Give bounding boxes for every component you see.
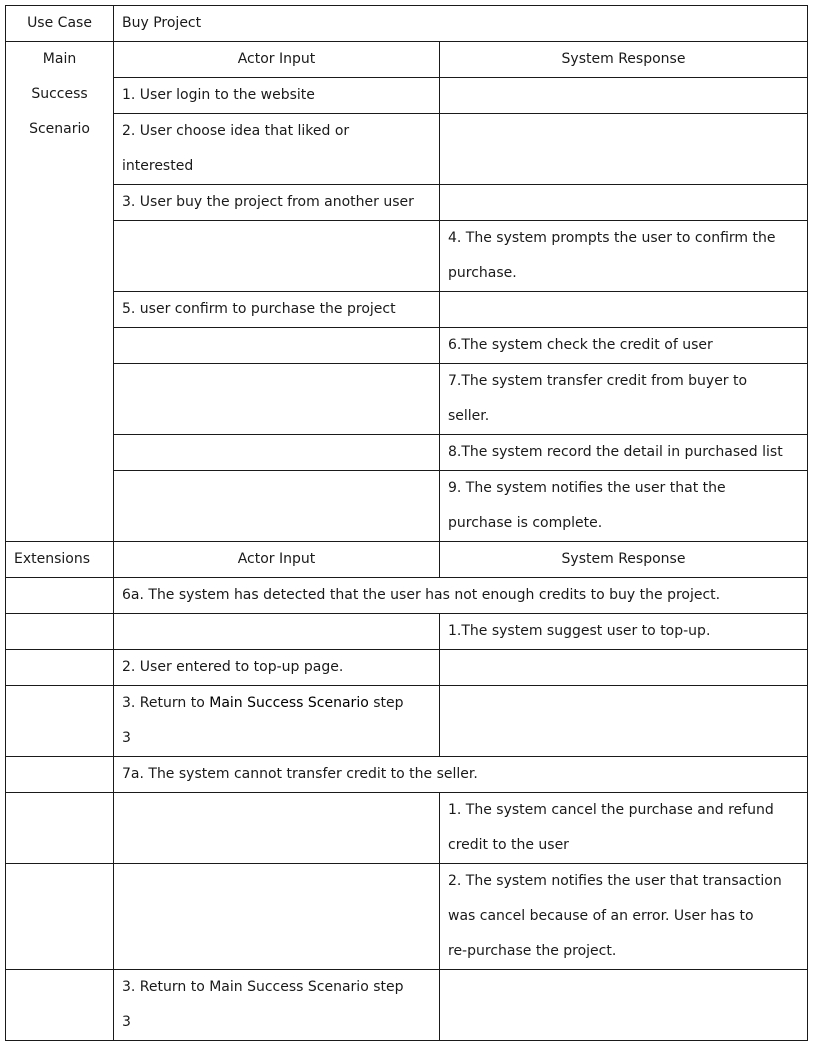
empty-cell (6, 970, 114, 1041)
actor-step-7 (114, 364, 440, 435)
use-case-row (6, 6, 808, 42)
table-row (6, 471, 808, 542)
main-system-header: System Response (440, 42, 808, 78)
main-actor-header: Actor Input (114, 42, 440, 78)
system-step-1 (440, 78, 808, 114)
empty-cell (114, 793, 440, 864)
use-case-label: Use Case (6, 6, 114, 42)
table-row (6, 686, 808, 757)
extensions-actor-header: Actor Input (114, 542, 440, 578)
table-row (6, 328, 808, 364)
main-success-scenario-label: Main Success Scenario (6, 42, 114, 542)
table-row (6, 364, 808, 435)
ext-7a-system-step-1: 1. The system cancel the purchase and refund credit to the user (440, 793, 808, 864)
table-row (6, 650, 808, 686)
ext-7a-system-step-2: 2. The system notifies the user that transaction was cancel because of an error. User has to re-purchase the project. (440, 864, 808, 970)
extensions-header-row (6, 542, 808, 578)
empty-cell (6, 614, 114, 650)
table-row (6, 793, 808, 864)
empty-cell (6, 578, 114, 614)
empty-cell (440, 686, 808, 757)
system-step-3 (440, 185, 808, 221)
extension-7a-title-row (6, 757, 808, 793)
actor-step-9 (114, 471, 440, 542)
extensions-system-header: System Response (440, 542, 808, 578)
empty-cell (6, 650, 114, 686)
table-row (6, 114, 808, 185)
empty-cell (6, 686, 114, 757)
extensions-label: Extensions (6, 542, 114, 578)
actor-step-1: 1. User login to the website (114, 78, 440, 114)
table-row (6, 292, 808, 328)
actor-step-6 (114, 328, 440, 364)
actor-step-3: 3. User buy the project from another user (114, 185, 440, 221)
use-case-value: Buy Project (114, 6, 808, 42)
ext-6a-actor-step-3: 3. Return to Main Success Scenario step 3 (114, 686, 440, 757)
system-step-9: 9. The system notifies the user that the purchase is complete. (440, 471, 808, 542)
empty-cell (114, 614, 440, 650)
table-row (6, 185, 808, 221)
use-case-table (5, 5, 808, 1041)
table-row (6, 970, 808, 1041)
system-step-6: 6.The system check the credit of user (440, 328, 808, 364)
extension-6a-title: 6a. The system has detected that the user has not enough credits to buy the project. (114, 578, 808, 614)
empty-cell (6, 793, 114, 864)
extension-6a-title-row (6, 578, 808, 614)
main-header-row (6, 42, 808, 78)
system-step-7: 7.The system transfer credit from buyer to seller. (440, 364, 808, 435)
empty-cell (114, 864, 440, 970)
system-step-2 (440, 114, 808, 185)
table-row (6, 614, 808, 650)
empty-cell (440, 650, 808, 686)
table-row (6, 221, 808, 292)
table-row (6, 435, 808, 471)
table-row (6, 864, 808, 970)
system-step-8: 8.The system record the detail in purchased list (440, 435, 808, 471)
actor-step-5: 5. user confirm to purchase the project (114, 292, 440, 328)
ext-7a-actor-step-3: 3. Return to Main Success Scenario step 3 (114, 970, 440, 1041)
empty-cell (6, 757, 114, 793)
use-case-document (5, 5, 808, 1041)
empty-cell (6, 864, 114, 970)
empty-cell (440, 970, 808, 1041)
system-step-4: 4. The system prompts the user to confirm the purchase. (440, 221, 808, 292)
ext-6a-actor-step-2: 2. User entered to top-up page. (114, 650, 440, 686)
extension-7a-title: 7a. The system cannot transfer credit to the seller. (114, 757, 808, 793)
table-row (6, 78, 808, 114)
actor-step-2: 2. User choose idea that liked or interested (114, 114, 440, 185)
system-step-5 (440, 292, 808, 328)
actor-step-4 (114, 221, 440, 292)
ext-6a-system-step-1: 1.The system suggest user to top-up. (440, 614, 808, 650)
actor-step-8 (114, 435, 440, 471)
